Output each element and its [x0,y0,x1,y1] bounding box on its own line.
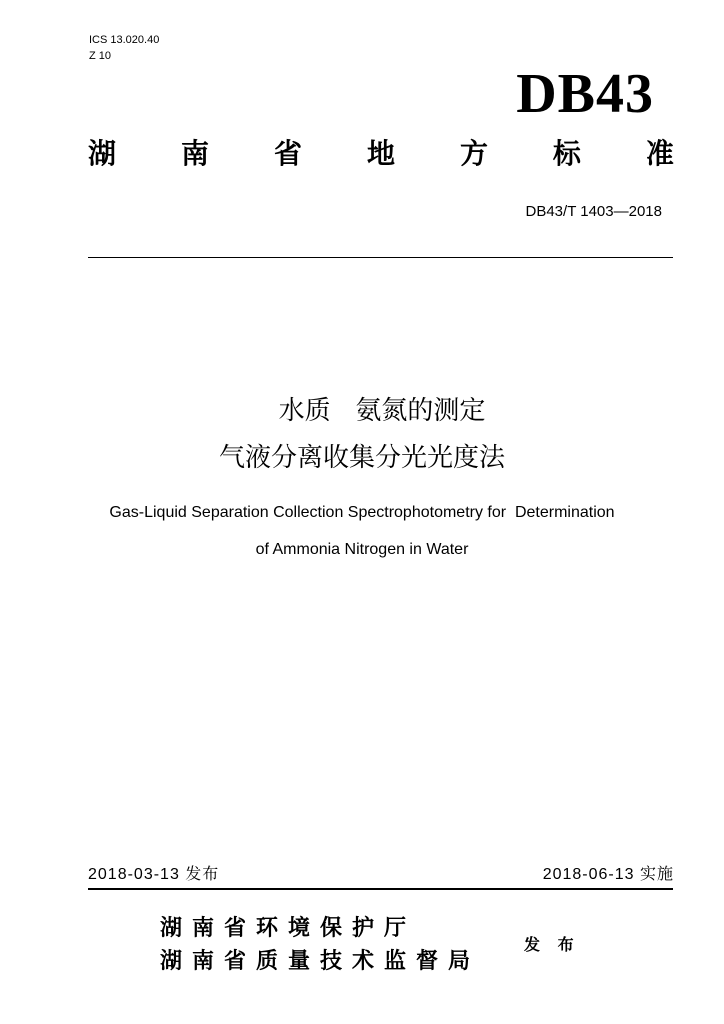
title-en-line1: Gas-Liquid Separation Collection Spectrophotometry for Determination [109,504,615,521]
standard-type-char: 准 [645,137,674,170]
standard-type-char: 省 [273,137,302,170]
standard-code: DB43 [516,63,654,125]
standard-type-title [88,136,674,172]
publish-label: 发 布 [524,935,580,954]
standard-type-char: 标 [552,137,581,170]
standard-type-char: 南 [180,137,209,170]
footer-divider [88,888,673,890]
standard-number: DB43/T 1403—2018 [525,203,662,220]
standard-type-char: 湖 [88,137,117,170]
title-en-line2: of Ammonia Nitrogen in Water [255,541,469,558]
classification-code: Z 10 [89,50,112,62]
header-divider [88,257,673,258]
ics-code: ICS 13.020.40 [89,34,160,46]
issue-date: 2018-03-13 发布 [88,866,220,883]
standard-type-char: 方 [459,137,488,170]
title-cn-line2: 气液分离收集分光光度法 [218,443,505,473]
issuer-line1: 湖南省环境保护厅 [160,916,417,941]
title-cn-line1: 水质 氨氮的测定 [278,396,486,426]
ics-code-block [89,32,159,64]
implementation-date: 2018-06-13 实施 [542,866,674,883]
standard-type-char: 地 [366,137,395,170]
issuer-line2: 湖南省质量技术监督局 [160,949,481,974]
